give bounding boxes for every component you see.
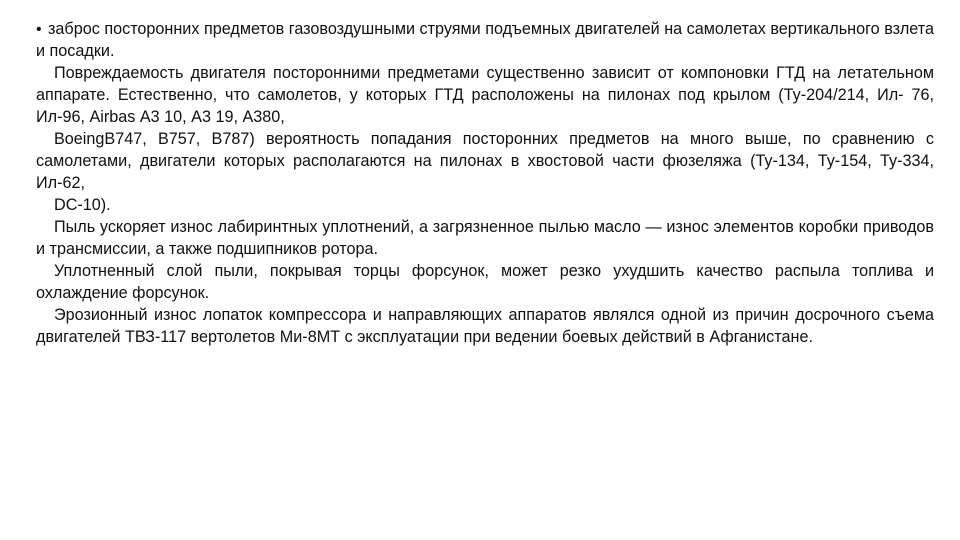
paragraph-engine-layout: Повреждаемость двигателя посторонними предметами существенно зависит от компоновки ГТД на летательном аппарате. Естественно, что самолетов, у которых ГТД расположены на пилонах под крылом (Ту-204/214, Ил- 76, Ил-96, Airbas А3 10, А3 19, А380, xyxy=(36,64,934,126)
paragraph-foreign-object-ingestion: заброс посторонних предметов газовоздушными струями подъемных двигателей на самолетах вертикального взлета и посадки. xyxy=(36,20,934,60)
bullet-marker-glyph: • xyxy=(36,21,42,38)
bullet-marker xyxy=(36,18,48,41)
paragraph-erosion-wear: Эрозионный износ лопаток компрессора и направляющих аппаратов являлся одной из причин досрочного съема двигателей ТВЗ-117 вертолетов Ми-8МТ с эксплуатации при ведении боевых действий в Афганистане. xyxy=(36,306,934,346)
paragraph-dust-wear: Пыль ускоряет износ лабиринтных уплотнений, а загрязненное пылью масло — износ элементов коробки приводов и трансмиссии, а также подшипников ротора. xyxy=(36,218,934,258)
slide-text-body xyxy=(36,18,934,348)
paragraph-nozzle-dust: Уплотненный слой пыли, покрывая торцы форсунок, может резко ухудшить качество распыла топлива и охлаждение форсунок. xyxy=(36,262,934,302)
paragraph-boeing-comparison: BoeingB747, В757, В787) вероятность попадания посторонних предметов на много выше, по сравнению с самолетами, двигатели которых располагаются на пилонах в хвостовой части фюзеляжа (Ту-134, Ту-154, Ту-334, Ил-62, xyxy=(36,130,934,192)
paragraph-dc10: DC-10). xyxy=(54,196,111,214)
bullet-paragraph xyxy=(36,18,934,62)
